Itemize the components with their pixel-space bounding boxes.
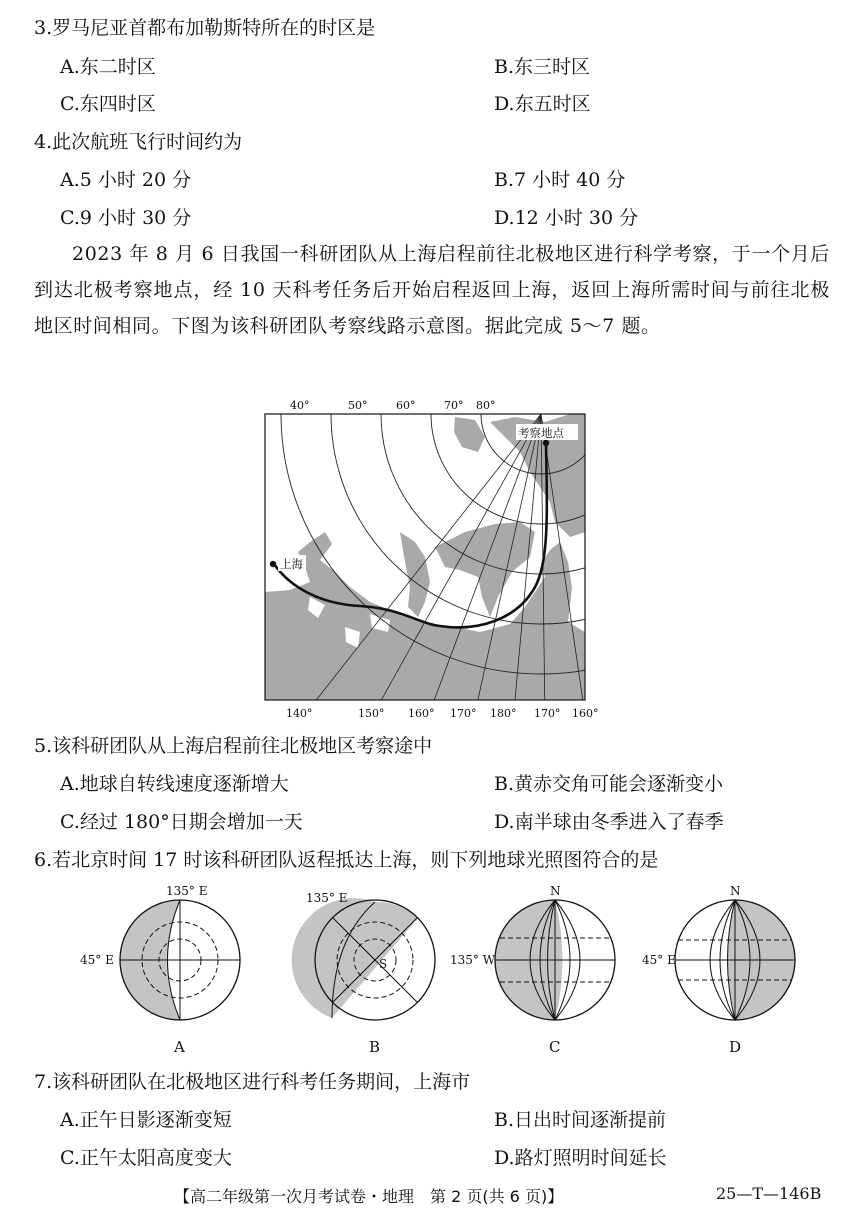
top-tick: 60° <box>396 399 416 412</box>
question-4-stem: 4.此次航班飞行时间约为 <box>34 131 243 153</box>
top-tick: 40° <box>290 399 310 412</box>
q5-option-d: D.南半球由冬季进入了春季 <box>494 811 724 833</box>
globe-c-label-left: 135° W <box>450 953 496 967</box>
shanghai-dot <box>270 561 276 567</box>
question-6-stem: 6.若北京时间 17 时该科研团队返程抵达上海，则下列地球光照图符合的是 <box>34 849 659 871</box>
route-map <box>250 392 610 724</box>
q4-option-d: D.12 小时 30 分 <box>494 207 639 229</box>
q4-option-c: C.9 小时 30 分 <box>60 207 192 229</box>
q7-option-a: A.正午日影逐渐变短 <box>60 1109 232 1131</box>
bottom-tick: 170° <box>534 707 561 720</box>
label-site: 考察地点 <box>518 426 564 440</box>
q4-option-b: B.7 小时 40 分 <box>494 169 626 191</box>
bottom-tick: 180° <box>490 707 517 720</box>
globe-a-caption: A <box>174 1038 185 1056</box>
globe-d-label-top: N <box>730 884 741 898</box>
top-tick: 80° <box>476 399 496 412</box>
q7-option-d: D.路灯照明时间延长 <box>494 1147 667 1169</box>
q7-option-b: B.日出时间逐渐提前 <box>494 1109 667 1131</box>
globe-d-caption: D <box>729 1038 742 1056</box>
globe-c-label-top: N <box>550 884 561 898</box>
q3-option-a: A.东二时区 <box>60 56 156 78</box>
question-7-stem: 7.该科研团队在北极地区进行科考任务期间，上海市 <box>34 1071 471 1093</box>
top-tick: 50° <box>348 399 368 412</box>
question-3-stem: 3.罗马尼亚首都布加勒斯特所在的时区是 <box>34 17 376 39</box>
q5-option-b: B.黄赤交角可能会逐渐变小 <box>494 773 724 795</box>
globe-d <box>642 884 795 1056</box>
q3-option-b: B.东三时区 <box>494 56 591 78</box>
q7-option-c: C.正午太阳高度变大 <box>60 1147 232 1169</box>
globe-a-label-top: 135° E <box>166 884 208 898</box>
globe-b <box>292 891 435 1056</box>
bottom-tick: 170° <box>450 707 477 720</box>
top-tick: 70° <box>444 399 464 412</box>
q3-option-d: D.东五时区 <box>494 93 591 115</box>
bottom-tick: 160° <box>572 707 599 720</box>
q3-option-c: C.东四时区 <box>60 93 156 115</box>
globe-figures <box>70 880 810 1060</box>
site-dot <box>543 440 549 446</box>
globe-c-caption: C <box>549 1038 561 1056</box>
globe-b-label-center: S <box>379 957 388 971</box>
globe-d-label-left: 45° E <box>642 953 676 967</box>
label-shanghai: 上海 <box>280 557 303 571</box>
q5-option-c: C.经过 180°日期会增加一天 <box>60 811 303 833</box>
q4-option-a: A.5 小时 20 分 <box>60 169 192 191</box>
footer-title: 【高二年级第一次月考试卷・地理 第 2 页(共 6 页)】 <box>174 1187 564 1206</box>
page-footer <box>0 1184 860 1212</box>
bottom-tick: 160° <box>408 707 435 720</box>
globe-b-label-top: 135° E <box>306 891 348 905</box>
globe-b-caption: B <box>369 1038 381 1056</box>
q5-option-a: A.地球自转线速度逐渐增大 <box>60 773 289 795</box>
footer-code: 25—T—146B <box>716 1184 822 1203</box>
bottom-tick: 140° <box>286 707 313 720</box>
globe-a <box>80 884 240 1056</box>
bottom-tick: 150° <box>358 707 385 720</box>
intro-paragraph: 2023 年 8 月 6 日我国一科研团队从上海启程前往北极地区进行科学考察，于一个月后到达北极考察地点，经 10 天科考任务后开始启程返回上海，返回上海所需时间与前往北极地区时间相同。下图为该科研团队考察线路示意图。据此完成 5～7 题。 <box>34 243 830 337</box>
globe-a-label-left: 45° E <box>80 953 114 967</box>
question-5-stem: 5.该科研团队从上海启程前往北极地区考察途中 <box>34 735 433 757</box>
globe-c <box>450 884 615 1056</box>
